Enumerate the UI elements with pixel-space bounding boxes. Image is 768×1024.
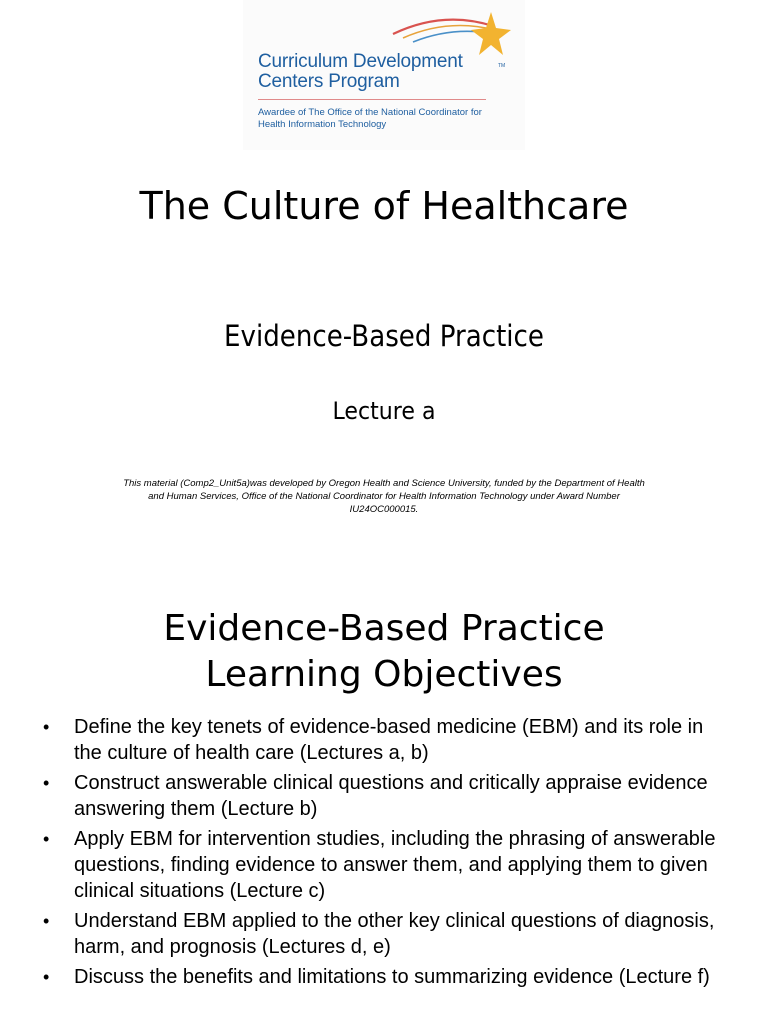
bullet-icon: • (43, 829, 50, 849)
objectives-slide (0, 560, 768, 1024)
list-item (40, 964, 720, 990)
logo-title-line1: Curriculum Development (258, 51, 463, 72)
objectives-title-line2: Learning Objectives (205, 654, 563, 695)
objective-text: Define the key tenets of evidence-based medicine (EBM) and its role in the culture of health care (Lectures a, b) (74, 716, 704, 764)
list-item (40, 826, 720, 904)
bullet-icon: • (43, 773, 50, 793)
unit-subtitle: Evidence-Based Practice (224, 319, 544, 353)
list-item (40, 908, 720, 960)
funding-disclaimer (88, 477, 680, 516)
objective-text: Discuss the benefits and limitations to summarizing evidence (Lecture f) (74, 966, 710, 988)
objectives-title (0, 606, 768, 698)
logo-subtitle-line1: Awardee of The Office of the National Coordinator for (258, 107, 482, 118)
trademark-mark: TM (498, 63, 506, 69)
disclaimer-line2: and Human Services, Office of the National Coordinator for Health Information Technology under Award Number (148, 491, 620, 502)
list-item (40, 714, 720, 766)
disclaimer-line1: This material (Comp2_Unit5a)was developed by Oregon Health and Science University, funded by the Department of Health (123, 478, 645, 489)
objectives-title-line1: Evidence-Based Practice (163, 608, 605, 649)
logo-subtitle-line2: Health Information Technology (258, 119, 387, 130)
bullet-icon: • (43, 911, 50, 931)
logo-title-line2: Centers Program (258, 71, 400, 92)
program-logo (243, 0, 525, 150)
disclaimer-line3: IU24OC000015. (349, 504, 419, 515)
list-item (40, 770, 720, 822)
objective-text: Construct answerable clinical questions and critically appraise evidence answering them (Lecture b) (74, 772, 708, 820)
presentation-title: The Culture of Healthcare (139, 184, 629, 228)
objectives-list (40, 714, 720, 994)
lecture-label: Lecture a (332, 397, 436, 425)
bullet-icon: • (43, 717, 50, 737)
objective-text: Understand EBM applied to the other key clinical questions of diagnosis, harm, and prognosis (Lectures d, e) (74, 910, 715, 958)
bullet-icon: • (43, 967, 50, 987)
objective-text: Apply EBM for intervention studies, including the phrasing of answerable questions, finding evidence to answer them, and applying them to given clinical situations (Lecture c) (74, 828, 716, 902)
logo-divider (258, 99, 486, 100)
